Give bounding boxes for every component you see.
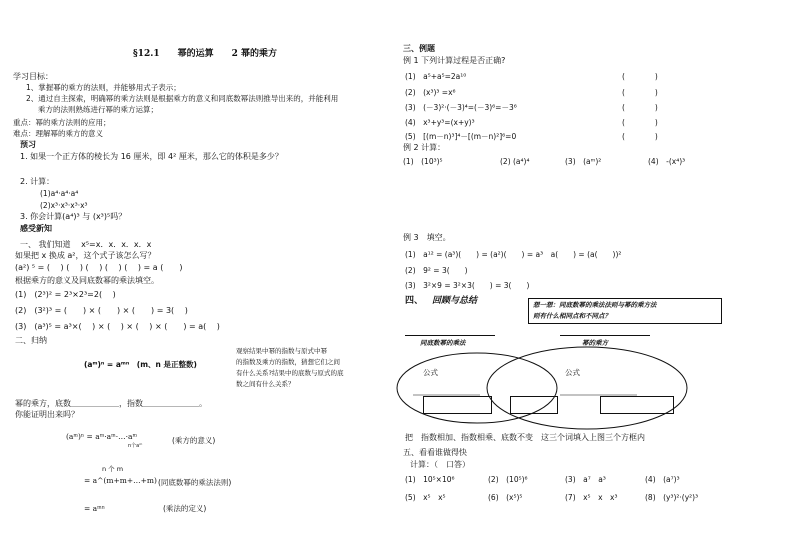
think-line-1: 想一想：同底数幂的乘法法则与幂的乘方法 — [533, 301, 657, 309]
proof-step-2-reason: (同底数幂的乘法法则) — [158, 478, 232, 487]
fill-instruction: 把 指数相加、指数相乘、底数不变 这三个词填入上图三个方框内 — [405, 433, 645, 442]
preview-heading: 预习 — [20, 140, 36, 149]
venn-diagram — [395, 345, 695, 431]
feel-line-6: (2) (3²)³ = ( ) × ( ) × ( ) = 3( ) — [15, 306, 188, 315]
note-line-1: 观察结果中幂的指数与原式中幂 — [236, 347, 327, 355]
preview-q2a: (1)a⁴·a⁴·a⁴ — [40, 189, 79, 198]
venn-left-underline — [405, 335, 495, 336]
quick-item: (2) (10⁵)⁶ — [488, 475, 528, 484]
preview-q2: 2. 计算： — [20, 177, 55, 186]
quick-item: (8) (y³)²·(y²)³ — [645, 493, 699, 502]
note-line-3: 有什么关系?结果中的底数与原式的底 — [236, 369, 344, 377]
examples-heading: 三、例题 — [403, 44, 435, 53]
feel-line-3: (a²) ⁵ = ( ) ( ) ( ) ( ) ( ) = a ( ) — [15, 263, 183, 272]
answer-box-left[interactable] — [423, 396, 492, 414]
review-heading: 回顾与总结 — [432, 296, 478, 306]
example-1-title: 例 1 下列计算过程是否正确? — [403, 56, 506, 65]
venn-right-ellipse — [487, 347, 687, 429]
proof-step-3-reason: (乘法的定义) — [163, 504, 207, 513]
page-title: §12.1 幂的运算 2 幂的乘方 — [133, 49, 278, 59]
example-2-item: (3) (aᵐ)² — [565, 157, 602, 166]
example-1-item: (4) x³+y³=(x+y)³ — [405, 118, 475, 127]
preview-q2b: (2)x³·x³·x³·x³ — [40, 201, 88, 210]
proof-step-2: = a^(m+m+…+m) — [84, 476, 157, 485]
example-2-item: (2) (a⁴)⁴ — [500, 157, 530, 166]
quick-item: (7) x⁵ x x³ — [565, 493, 618, 502]
feel-line-5: (1) (2³)² = 2³×2³=2( ) — [15, 290, 116, 299]
quick-item: (5) x⁵ x⁵ — [405, 493, 446, 502]
example-3-title: 例 3 填空。 — [403, 233, 451, 242]
power-formula: (aᵐ)ⁿ = aᵐⁿ (m、n 是正整数) — [84, 360, 197, 369]
summary-heading: 二、归纳 — [15, 336, 47, 345]
answer-paren: ( ) — [622, 103, 658, 112]
feel-line-1: 一、 我们知道 x⁵=x．x．x．x．x — [20, 240, 152, 249]
example-2-item: (1) (10³)⁵ — [403, 157, 443, 166]
preview-q3: 3. 你会计算(a⁴)³ 与 (x³)⁵吗？ — [20, 212, 127, 221]
example-3-item: (1) a¹² = (a³)( ) = (a²)( ) = a³ a( ) = (a( ))² — [405, 250, 622, 259]
difficulty: 难点：理解幂的乘方的意义 — [13, 129, 103, 138]
feel-line-7: (3) (a³)⁵ = a³×( ) × ( ) × ( ) × ( ) = a( ) — [15, 322, 220, 331]
power-rule-blank: 幂的乘方，底数＿＿＿＿＿＿，指数＿＿＿＿＿＿＿。 — [15, 399, 207, 408]
proof-step-2-top: n 个 m — [102, 465, 124, 473]
answer-paren: ( ) — [622, 72, 658, 81]
objectives-heading: 学习目标： — [13, 72, 53, 81]
proof-step-3: = aᵐⁿ — [84, 504, 105, 513]
formula-left-label: 公式 — [423, 368, 438, 377]
venn-right-label: 幂的乘方 — [582, 339, 608, 347]
quick-heading: 五、看看谁做得快 — [403, 448, 467, 457]
feel-heading: 感受新知 — [20, 224, 52, 233]
key-point: 重点：幂的乘方法则的应用； — [13, 118, 111, 127]
formula-right-label: 公式 — [565, 368, 580, 377]
answer-box-middle[interactable] — [510, 396, 558, 414]
example-1-item: (3) (－3)²·(－3)⁴=(－3)⁶=－3⁶ — [405, 103, 517, 112]
quick-item: (3) a⁷ a³ — [565, 475, 606, 484]
objective-1: 1、掌握幂的乘方的法则，并能够用式子表示； — [26, 83, 181, 92]
proof-step-1-reason: (乘方的意义) — [172, 436, 216, 445]
example-1-item: (1) a⁵+a⁵=2a¹⁰ — [405, 72, 467, 81]
prove-prompt: 你能证明出来吗？ — [15, 410, 79, 419]
feel-line-4: 根据乘方的意义及同底数幂的乘法填空。 — [15, 276, 159, 285]
answer-paren: ( ) — [622, 132, 658, 141]
think-line-2: 则有什么相同点和不同点？ — [533, 312, 611, 320]
proof-step-1: (aᵐ)ⁿ = aᵐ·aᵐ·…·aᵐ — [66, 432, 138, 441]
example-1-item: (2) (x³)³ =x⁶ — [405, 88, 456, 97]
review-number: 四、 — [405, 296, 424, 306]
objective-2: 2、通过自主探索，明确幂的乘方法则是根据乘方的意义和同底数幂法则推导出来的，并能利用 — [26, 94, 339, 103]
quick-subheading: 计算：（ 口答） — [410, 460, 470, 469]
note-line-2: 的指数及乘方的指数，猜想它们之间 — [236, 358, 340, 366]
example-1-item: (5) [(m－n)³]⁴－[(m－n)²]⁶=0 — [405, 132, 517, 141]
note-line-4: 数之间有什么关系？ — [236, 380, 295, 388]
answer-paren: ( ) — [622, 118, 658, 127]
example-2-item: (4) -(x⁴)³ — [648, 157, 686, 166]
quick-item: (1) 10⁵×10⁶ — [405, 475, 455, 484]
example-3-item: (3) 3²×9 = 3²×3( ) = 3( ) — [405, 281, 530, 290]
answer-box-right[interactable] — [600, 396, 674, 414]
feel-line-2: 如果把 x 换成 a²，这个式子该怎么写？ — [15, 251, 156, 260]
objective-2-cont: 乘方的法则熟练进行幂的乘方运算； — [38, 105, 158, 114]
venn-right-underline — [560, 335, 650, 336]
quick-item: (4) (a⁷)³ — [645, 475, 680, 484]
answer-paren: ( ) — [622, 88, 658, 97]
venn-left-label: 同底数幂的乘法 — [420, 339, 466, 347]
proof-step-1-sub: n个aᵐ — [128, 443, 143, 449]
example-3-item: (2) 9² = 3( ) — [405, 266, 468, 275]
quick-item: (6) (x⁵)⁵ — [488, 493, 523, 502]
example-2-title: 例 2 计算： — [403, 143, 446, 152]
preview-q1: 1. 如果一个正方体的棱长为 16 厘米，即 4² 厘米，那么它的体积是多少？ — [20, 152, 283, 161]
